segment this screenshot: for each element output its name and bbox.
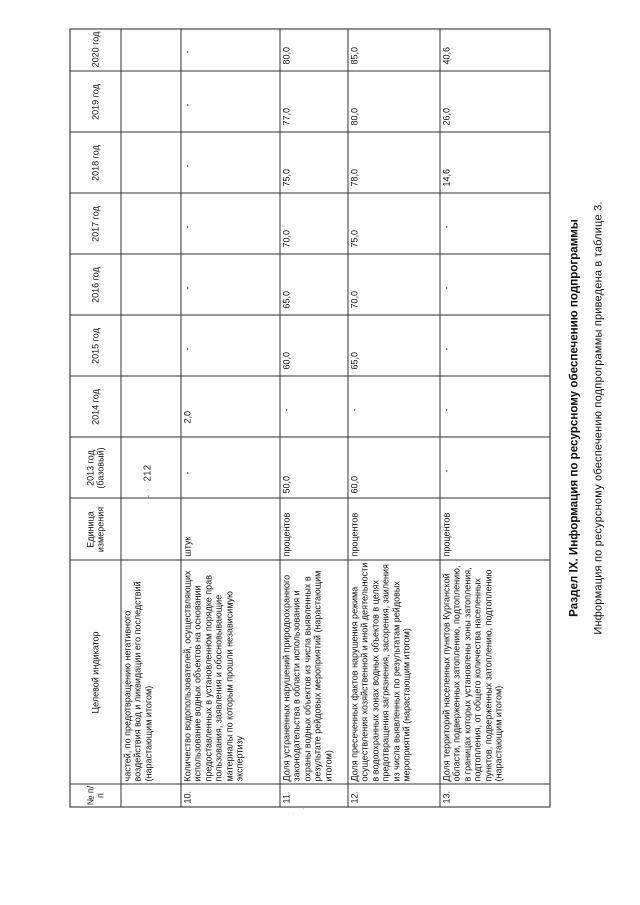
indicator-table: [70, 29, 551, 808]
scan-speck: ·: [290, 812, 298, 815]
indicator-continuation: частей, по предотвращению негативного воздействия вод и ликвидации его последствий (нарастающим итогом): [122, 581, 154, 782]
row-11-2013: 50,0: [281, 475, 292, 494]
row-12-indicator: Доля пресеченных фактов нарушения режима осуществления хозяйственной и иной деятельности в водоохранных зонах водных объектов в целях предотвращения загрязнения, засорения, заиления из числа выявленных по результатам рейдовых мероприятий (нарастающим итогом): [349, 562, 412, 782]
page-mark: · - ·: [143, 487, 153, 505]
row-13-2016: -: [441, 286, 452, 290]
row-10-indicator: Количество водопользователей, осуществляющих использование водных объектов на основании предоставленных в установленном порядке прав пользования, заявления и обосновывающие материалы по которым прошли независимую экспертизу: [182, 570, 245, 782]
header-2017: 2017 год: [90, 206, 101, 242]
row-11-2014: -: [281, 408, 292, 412]
row-12-2020: 85,0: [349, 46, 360, 65]
row-11-2019: 77,0: [281, 107, 292, 126]
row-10-2015: -: [182, 347, 193, 351]
row-10-unit: штук: [182, 536, 193, 557]
header-2020: 2020 год: [90, 31, 101, 68]
header-2018: 2018 год: [90, 145, 101, 181]
row-11-2018: 75,0: [281, 168, 292, 187]
section-title: Раздел IX. Информация по ресурсному обеспечению подпрограммы: [567, 219, 581, 617]
row-12-2019: 80,0: [349, 107, 360, 126]
row-12-2015: 65,0: [349, 351, 360, 370]
row-13-2014: -: [441, 408, 452, 412]
row-10-2018: -: [182, 164, 193, 168]
row-11-2016: 65,0: [281, 290, 292, 309]
section-text: Информация по ресурсному обеспечению подпрограммы приведена в таблице 3.: [592, 201, 605, 635]
row-13-2019: 26,0: [441, 107, 452, 126]
row-11-2015: 60,0: [281, 351, 292, 370]
row-10-num: 10.: [182, 790, 193, 804]
header-2015: 2015 год: [90, 328, 101, 364]
header-2016: 2016 год: [90, 267, 101, 303]
header-2019: 2019 год: [90, 84, 101, 120]
row-11-num: 11.: [281, 791, 292, 804]
row-13-2015: -: [441, 347, 452, 351]
row-12-2017: 75,0: [349, 229, 360, 248]
header-unit: Единица измерения: [85, 506, 106, 553]
row-13-2018: 14,6: [441, 168, 452, 187]
row-13-num: 13.: [441, 790, 452, 804]
row-11-2017: 70,0: [281, 229, 292, 248]
row-13-indicator: Доля территорий населенных пунктов Курганской области, подверженных затоплению, подтоплению, в границах которых установлены зоны затопления, подтопления, от общего количества населенных пунктов, подверженных затоплению, подтоплению (нарастающим итогом): [441, 565, 504, 782]
row-13-2017: -: [441, 225, 452, 229]
row-10-2019: -: [182, 103, 193, 107]
row-10-2013: -: [182, 471, 193, 475]
header-2013: 2013 год (базовый): [85, 447, 106, 489]
row-12-unit: процентов: [349, 512, 360, 557]
row-12-2016: 70,0: [349, 290, 360, 309]
row-12-2018: 78,0: [349, 168, 360, 187]
page-number: 212: [142, 464, 154, 482]
row-10-2020: -: [182, 50, 193, 54]
header-num: № п/п: [85, 785, 106, 806]
row-10-2014: 2,0: [182, 410, 193, 424]
row-13-unit: процентов: [441, 512, 452, 557]
row-10-2016: -: [182, 286, 193, 290]
row-12-num: 12.: [349, 790, 360, 804]
row-10-2017: -: [182, 225, 193, 229]
row-11-indicator: Доля устраненных нарушений природоохранного законодательства в области использования и охраны водных объектов из числа выявленных в результате рейдовых мероприятий (нарастающим итогом): [281, 570, 334, 782]
row-12-2013: 60,0: [349, 475, 360, 494]
scan-speck: ·: [300, 807, 308, 810]
header-indicator: Целевой индикатор: [90, 631, 101, 714]
row-11-2020: 80,0: [281, 46, 292, 65]
row-13-2020: 40,6: [441, 46, 452, 65]
row-13-2013: -: [441, 469, 452, 473]
rotated-landscape-page: [1, 0, 640, 905]
row-11-unit: процентов: [281, 512, 292, 557]
row-12-2014: -: [349, 408, 360, 412]
header-2014: 2014 год: [90, 389, 101, 425]
